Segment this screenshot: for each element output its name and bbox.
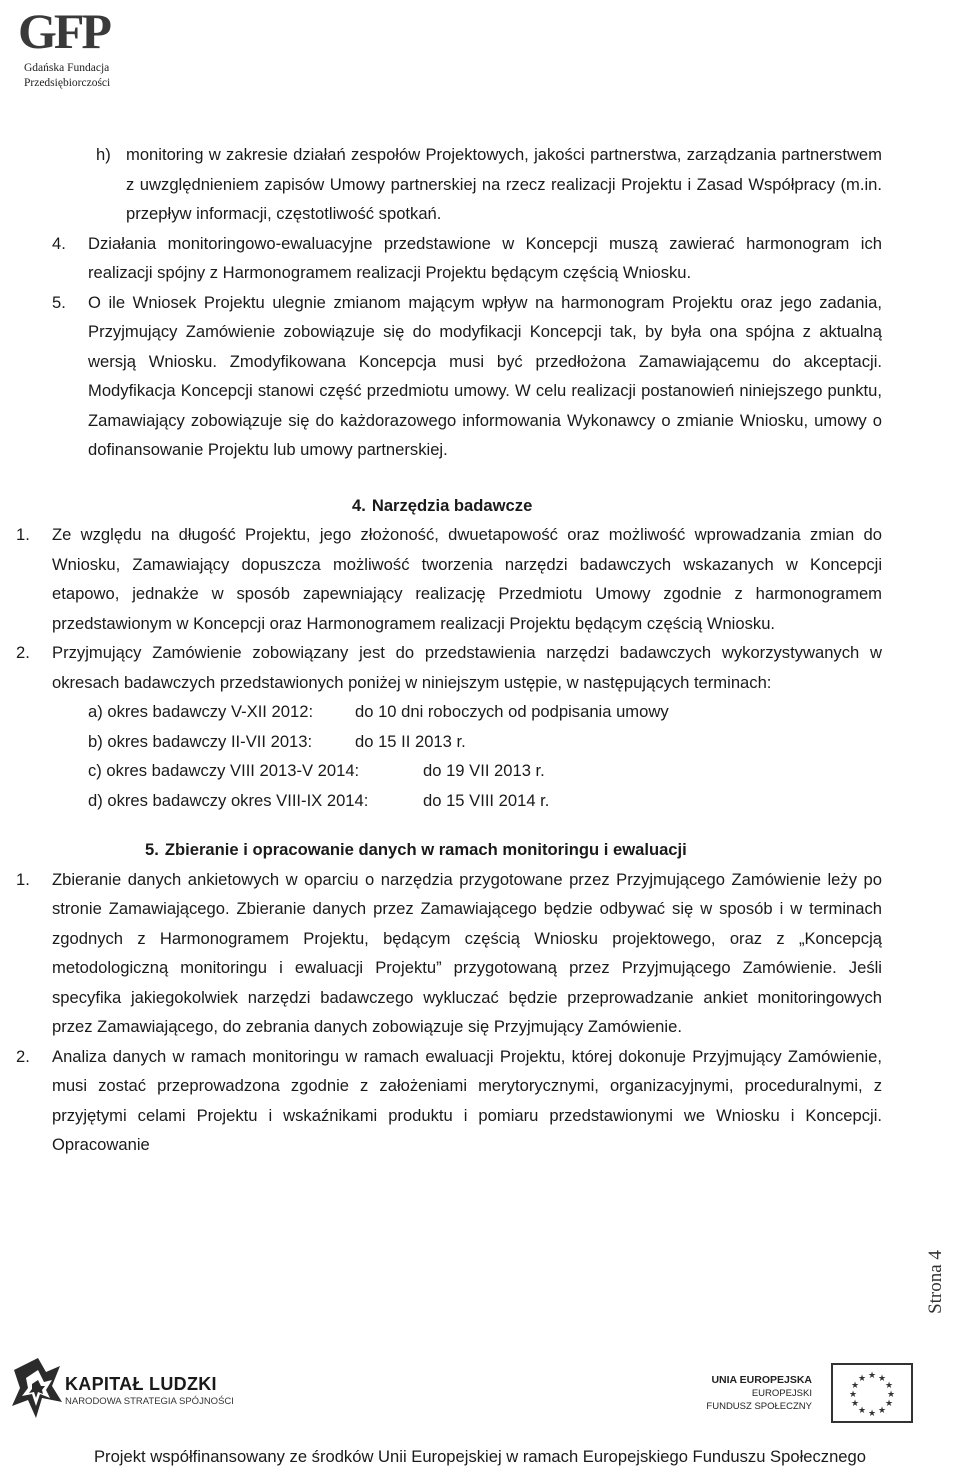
term-period: c) okres badawczy VIII 2013-V 2014:	[88, 761, 360, 780]
list-item-number: 2.	[16, 1046, 30, 1066]
svg-text:★: ★	[877, 1374, 887, 1384]
page-number-text: Strona 4	[925, 1250, 946, 1314]
term-row	[88, 786, 882, 816]
term-deadline: do 19 VII 2013 r.	[423, 761, 545, 780]
kl-star-icon	[8, 1352, 64, 1422]
list-item-text: Zbieranie danych ankietowych w oparciu o narzędzia przygotowane przez Przyjmującego Zamówienie leży po stronie Zamawiającego. Zbieranie danych przez Zamawiającego będzie odbywać się w sposób i w terminach zgodnych z Harmonogramem Projektu, będącym częścią Wniosku projektowego, oraz z „Koncepcją metodologiczną monitoringu i ewaluacji Projektu” przygotowaną przez Przyjmującego Zamówienie. Jeśli specyfika jakiegokolwiek narzędzi badawczego wykluczać będzie przeprowadzanie ankiet monitoringowych przez Zamawiającego, do zebrania danych zobowiązuje się Przyjmujący Zamówienie.	[52, 869, 882, 1036]
list-item-number: h)	[96, 145, 111, 164]
kapital-ludzki-logo	[8, 1352, 238, 1424]
eu-line-1: UNIA EUROPEJSKA	[711, 1374, 812, 1386]
page-number	[916, 1242, 956, 1322]
svg-text:★: ★	[877, 1406, 887, 1416]
term-deadline: do 10 dni roboczych od podpisania umowy	[355, 702, 669, 721]
svg-text:★: ★	[848, 1390, 858, 1400]
eu-text-block	[706, 1374, 812, 1413]
kl-subtitle: NARODOWA STRATEGIA SPÓJNOŚCI	[65, 1396, 234, 1407]
document-body	[16, 140, 882, 1160]
list-item-text: Analiza danych w ramach monitoringu w ramach ewaluacji Projektu, której dokonuje Przyjmujący Zamówienie, musi zostać przeprowadzona zgodnie z założeniami merytorycznymi, organizacyjnymi, proceduralnymi, z przyjętymi celami Projektu i wskaźnikami produktu i pomiaru przedstawionymi we Wniosku i Koncepcji. Opracowanie	[52, 1046, 882, 1154]
eu-line-2: EUROPEJSKI	[751, 1388, 812, 1399]
list-item-number: 4.	[52, 233, 66, 253]
list-item-text: Przyjmujący Zamówienie zobowiązany jest do przedstawienia narzędzi badawczych wykorzystywanych w okresach badawczych przedstawionych poniżej w niniejszym ustępie, w następujących terminach:	[52, 643, 882, 692]
list-item-number: 1.	[16, 869, 30, 889]
svg-text:★: ★	[867, 1371, 877, 1381]
list-item-number: 2.	[16, 643, 30, 662]
gfp-logo-mark	[16, 4, 124, 54]
list-item-5	[52, 288, 882, 465]
svg-text:★: ★	[850, 1399, 860, 1409]
svg-text:★: ★	[850, 1381, 860, 1391]
section-5-item-2	[16, 1042, 882, 1160]
svg-text:★: ★	[867, 1409, 877, 1419]
gfp-logo-line2: Przedsiębiorczości	[24, 77, 111, 89]
svg-text:★: ★	[886, 1390, 896, 1400]
list-item-text: Działania monitoringowo-ewaluacyjne przedstawione w Koncepcji muszą zawierać harmonogram ich realizacji spójny z Harmonogramem realizacji Projektu będącym częścią Wniosku.	[88, 233, 882, 282]
svg-text:★: ★	[884, 1381, 894, 1391]
section-4-number: 4.	[352, 495, 366, 515]
term-period: b) okres badawczy II-VII 2013:	[88, 731, 313, 751]
list-item-4	[52, 229, 882, 288]
section-4-heading	[52, 491, 882, 521]
section-4-item-2	[16, 638, 882, 697]
section-5-number: 5.	[145, 840, 159, 859]
kl-title: KAPITAŁ LUDZKI	[65, 1374, 217, 1394]
eu-flag-icon	[830, 1362, 914, 1424]
term-period: d) okres badawczy okres VIII-IX 2014:	[88, 790, 369, 810]
list-item-number: 5.	[52, 292, 66, 312]
terms-list	[52, 697, 882, 815]
list-item-number: 1.	[16, 525, 30, 544]
svg-text:★: ★	[857, 1406, 867, 1416]
section-4-item-1	[16, 520, 882, 638]
eu-line-3: FUNDUSZ SPOŁECZNY	[706, 1401, 812, 1412]
footer-text: Projekt współfinansowany ze środków Unii Europejskiej w ramach Europejskiego Funduszu Społecznego	[93, 1447, 866, 1466]
section-5-title: Zbieranie i opracowanie danych w ramach monitoringu i ewaluacji	[164, 840, 687, 859]
list-item-text: O ile Wniosek Projektu ulegnie zmianom mającym wpływ na harmonogram Projektu oraz jego zadania, Przyjmujący Zamówienie zobowiązuje się do modyfikacji Koncepcji tak, by była ona spójna z aktualną wersją Wniosku. Zmodyfikowana Koncepcja musi być przedłożona Zamawiającemu do akceptacji. Modyfikacja Koncepcji stanowi część przedmiotu umowy. W celu realizacji postanowień niniejszego punktu, Zamawiający zobowiązuje się do każdorazowego informowania Wykonawcy o zmianie Wniosku, umowy o dofinansowanie Projektu lub umowy partnerskiej.	[88, 292, 882, 459]
section-5-item-1	[16, 865, 882, 1042]
gfp-logo	[16, 4, 126, 92]
gfp-logo-letters: GFP	[18, 4, 109, 54]
svg-text:★: ★	[857, 1374, 867, 1384]
eu-logo	[700, 1362, 940, 1434]
list-item-h	[52, 140, 882, 229]
section-4-title: Narzędzia badawcze	[371, 495, 533, 515]
section-5-heading	[52, 835, 882, 865]
term-deadline: do 15 II 2013 r.	[355, 731, 466, 751]
term-row	[88, 697, 882, 727]
term-deadline: do 15 VIII 2014 r.	[423, 790, 550, 810]
term-period: a) okres badawczy V-XII 2012:	[88, 702, 314, 721]
term-row	[88, 756, 882, 786]
svg-text:★: ★	[884, 1399, 894, 1409]
list-item-text: monitoring w zakresie działań zespołów Projektowych, jakości partnerstwa, zarządzania partnerstwem z uwzględnieniem zapisów Umowy partnerskiej na rzecz realizacji Projektu i Zasad Współpracy (m.in. przepływ informacji, częstotliwość spotkań.	[126, 145, 882, 223]
term-row	[88, 727, 882, 757]
gfp-logo-line1: Gdańska Fundacja	[24, 62, 110, 74]
list-item-text: Ze względu na długość Projektu, jego złożoność, dwuetapowość oraz możliwość wprowadzania zmian do Wniosku, Zamawiający dopuszcza możliwość tworzenia narzędzi badawczych wskazanych w Koncepcji etapowo, jednakże w sposób zapewniający realizację Przedmiotu Umowy zgodnie z harmonogramem przedstawionym w Koncepcji oraz Harmonogramem realizacji Projektu będącym częścią Wniosku.	[52, 525, 882, 633]
